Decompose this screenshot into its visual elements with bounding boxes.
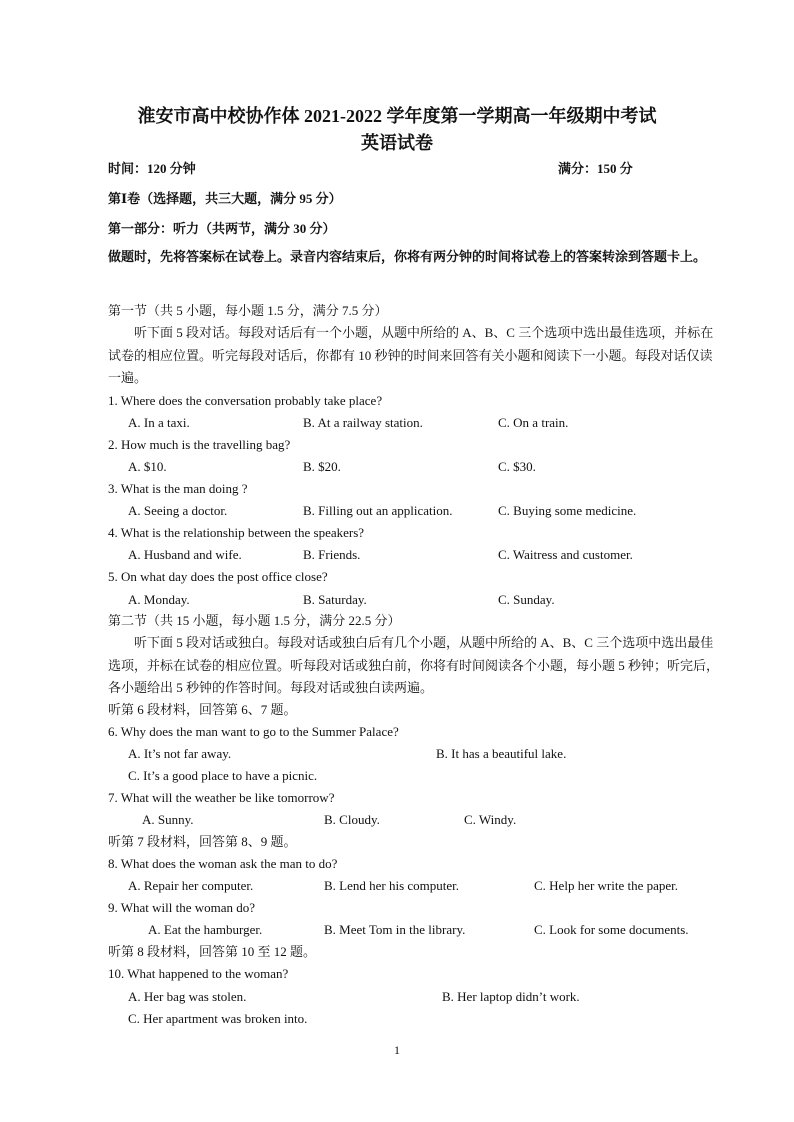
exam-full-score: 满分：150 分: [558, 161, 633, 176]
question-8-stem: 8. What does the woman ask the man to do?: [108, 856, 338, 871]
question-9-option-c: C. Look for some documents.: [534, 922, 689, 937]
section-1-heading: 第一节（共 5 小题，每小题 1.5 分，满分 7.5 分）: [108, 303, 388, 318]
question-7-option-c: C. Windy.: [464, 812, 517, 827]
question-4-option-b: B. Friends.: [303, 547, 361, 562]
question-8-option-a: A. Repair her computer.: [128, 878, 254, 893]
question-1-stem: 1. Where does the conversation probably take place?: [108, 393, 383, 408]
question-7-stem: 7. What will the weather be like tomorrow?: [108, 790, 335, 805]
question-3-stem: 3. What is the man doing ?: [108, 481, 248, 496]
question-10-option-a: A. Her bag was stolen.: [128, 989, 247, 1004]
question-9-stem: 9. What will the woman do?: [108, 900, 256, 915]
material-6-note: 听第 6 段材料，回答第 6、7 题。: [108, 702, 297, 717]
question-6-option-a: A. It’s not far away.: [128, 746, 232, 761]
material-7-note: 听第 7 段材料，回答第 8、9 题。: [108, 834, 297, 849]
question-6-option-b: B. It has a beautiful lake.: [436, 746, 567, 761]
exam-title: 淮安市高中校协作体 2021-2022 学年度第一学期高一年级期中考试: [137, 106, 657, 126]
question-4-stem: 4. What is the relationship between the speakers?: [108, 525, 365, 540]
question-4-option-a: A. Husband and wife.: [128, 547, 242, 562]
question-10-option-c: C. Her apartment was broken into.: [128, 1011, 308, 1026]
question-9-option-a: A. Eat the hamburger.: [148, 922, 263, 937]
exam-subtitle: 英语试卷: [361, 133, 433, 153]
question-2-option-a: A. $10.: [128, 459, 167, 474]
question-5-option-c: C. Sunday.: [498, 592, 555, 607]
part-heading: 第一部分：听力（共两节，满分 30 分）: [108, 221, 336, 236]
section-1-instructions: 听下面 5 段对话。每段对话后有一个小题，从题中所给的 A、B、C 三个选项中选出最佳选项，并标在试卷的相应位置。听完每段对话后，你都有 10 秒钟的时间来回答有关小题和阅读下一小题。每段对话仅读一遍。: [108, 325, 714, 385]
section-2-heading: 第二节（共 15 小题，每小题 1.5 分，满分 22.5 分）: [108, 613, 401, 628]
material-8-note: 听第 8 段材料，回答第 10 至 12 题。: [108, 944, 317, 959]
question-2-stem: 2. How much is the travelling bag?: [108, 437, 291, 452]
question-8-option-c: C. Help her write the paper.: [534, 878, 679, 893]
question-10-stem: 10. What happened to the woman?: [108, 966, 289, 981]
question-6-stem: 6. Why does the man want to go to the Summer Palace?: [108, 724, 399, 739]
question-2-option-c: C. $30.: [498, 459, 536, 474]
question-10-option-b: B. Her laptop didn’t work.: [442, 989, 580, 1004]
volume-heading: 第Ⅰ卷（选择题，共三大题，满分 95 分）: [108, 191, 342, 206]
question-1-option-b: B. At a railway station.: [303, 415, 423, 430]
question-6-option-c: C. It’s a good place to have a picnic.: [128, 768, 318, 783]
question-1-option-a: A. In a taxi.: [128, 415, 190, 430]
question-7-option-b: B. Cloudy.: [324, 812, 380, 827]
question-1-option-c: C. On a train.: [498, 415, 569, 430]
question-5-stem: 5. On what day does the post office close?: [108, 569, 328, 584]
question-4-option-c: C. Waitress and customer.: [498, 547, 633, 562]
question-3-option-b: B. Filling out an application.: [303, 503, 453, 518]
section-2-instructions: 听下面 5 段对话或独白。每段对话或独白后有几个小题，从题中所给的 A、B、C 三个选项中选出最佳选项，并标在试卷的相应位置。听每段对话或独白前，你将有时间阅读各个小题，每小题 5 秒钟；听完后，各小题给出 5 秒钟的作答时间。每段对话或独白读两遍。: [108, 635, 720, 695]
listening-notice: 做题时，先将答案标在试卷上。录音内容结束后，你将有两分钟的时间将试卷上的答案转涂到答题卡上。: [108, 249, 707, 264]
question-3-option-a: A. Seeing a doctor.: [128, 503, 228, 518]
question-8-option-b: B. Lend her his computer.: [324, 878, 460, 893]
question-5-option-b: B. Saturday.: [303, 592, 367, 607]
question-2-option-b: B. $20.: [303, 459, 341, 474]
exam-time: 时间：120 分钟: [108, 161, 196, 176]
question-5-option-a: A. Monday.: [128, 592, 190, 607]
question-3-option-c: C. Buying some medicine.: [498, 503, 637, 518]
question-9-option-b: B. Meet Tom in the library.: [324, 922, 466, 937]
page-number: 1: [394, 1043, 400, 1057]
question-7-option-a: A. Sunny.: [142, 812, 194, 827]
